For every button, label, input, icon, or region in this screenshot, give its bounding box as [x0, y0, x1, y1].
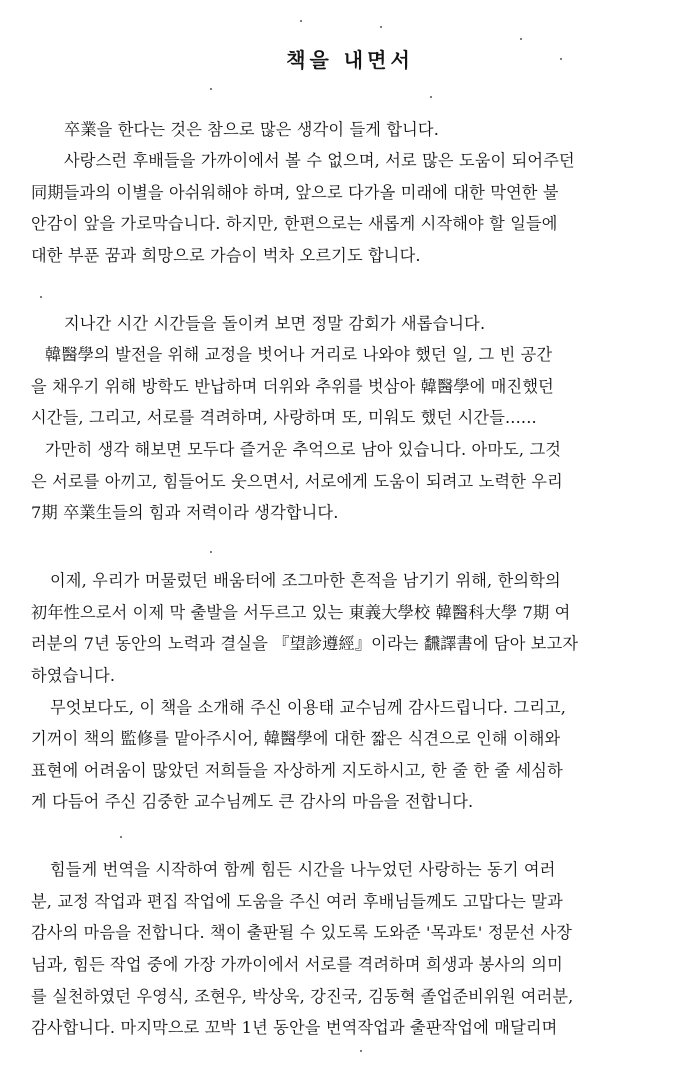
scan-speck — [430, 96, 432, 98]
scan-speck — [560, 58, 562, 60]
scan-speck — [210, 88, 212, 90]
paragraph-line: 님과, 힘든 작업 중에 가장 가까이에서 서로를 격려하며 희생과 봉사의 의미 — [31, 955, 563, 974]
scan-speck — [40, 296, 42, 298]
scan-speck — [300, 20, 302, 22]
document-title: 책을 내면서 — [286, 48, 414, 72]
paragraph-line: 게 다듬어 주신 김중한 교수님께도 큰 감사의 마음을 전합니다. — [31, 792, 474, 811]
paragraph-line: 7期 卒業生들의 힘과 저력이라 생각합니다. — [31, 503, 339, 522]
paragraph-line: 힘들게 번역을 시작하여 함께 힘든 시간을 나누었던 사랑하는 동기 여러 — [50, 860, 556, 879]
scan-speck — [210, 551, 212, 553]
scan-speck — [120, 836, 122, 838]
paragraph-line: 감사합니다. 마지막으로 꼬박 1년 동안을 번역작업과 출판작업에 매달리며 — [31, 1018, 558, 1037]
paragraph-line: 안감이 앞을 가로막습니다. 하지만, 한편으로는 새롭게 시작해야 할 일들에 — [31, 214, 558, 233]
scan-speck — [380, 26, 382, 28]
paragraph-line: 지나간 시간 시간들을 돌이켜 보면 정말 감회가 새롭습니다. — [64, 314, 486, 333]
paragraph-line: 러분의 7년 동안의 노력과 결실을 『望診遵經』이라는 飜譯書에 담아 보고자 — [31, 634, 579, 653]
paragraph-line: 가만히 생각 해보면 모두다 즐거운 추억으로 남아 있습니다. 아마도, 그것 — [45, 440, 562, 459]
paragraph-line: 初年性으로서 이제 막 출발을 서두르고 있는 東義大學校 韓醫科大學 7期 여 — [31, 603, 571, 622]
paragraph-line: 韓醫學의 발전을 위해 교정을 벗어나 거리로 나와야 했던 일, 그 빈 공간 — [45, 345, 553, 364]
paragraph-line: 분, 교정 작업과 편집 작업에 도움을 주신 여러 후배님들께도 고맙다는 말과 — [31, 892, 563, 911]
paragraph-line: 사랑스런 후배들을 가까이에서 볼 수 없으며, 서로 많은 도움이 되어주던 — [64, 151, 575, 170]
paragraph-line: 同期들과의 이별을 아쉬워해야 하며, 앞으로 다가올 미래에 대한 막연한 불 — [31, 183, 559, 202]
paragraph-line: 감사의 마음을 전합니다. 책이 출판될 수 있도록 도와준 '목과토' 정문선 사장 — [31, 923, 573, 942]
paragraph-line: 이제, 우리가 머물렀던 배움터에 조그마한 흔적을 남기기 위해, 한의학의 — [50, 571, 561, 590]
paragraph-line: 을 채우기 위해 방학도 반납하며 더위와 추위를 벗삼아 韓醫學에 매진했던 — [31, 377, 554, 396]
paragraph-line: 를 실천하였던 우영식, 조현우, 박상욱, 강진국, 김동혁 졸업준비위원 여러분, — [31, 987, 574, 1006]
paragraph-line: 무엇보다도, 이 책을 소개해 주신 이용태 교수님께 감사드립니다. 그리고, — [50, 698, 567, 717]
paragraph-line: 시간들, 그리고, 서로를 격려하며, 사랑하며 또, 미워도 했던 시간들...... — [31, 408, 537, 427]
paragraph-line: 은 서로를 아끼고, 힘들어도 웃으면서, 서로에게 도움이 되려고 노력한 우리 — [31, 472, 563, 491]
paragraph-line: 기꺼이 책의 監修를 맡아주시어, 韓醫學에 대한 짧은 식견으로 인해 이해와 — [31, 729, 561, 748]
paragraph-line: 표현에 어려움이 많았던 저희들을 자상하게 지도하시고, 한 줄 한 줄 세심하 — [31, 761, 563, 780]
paragraph-line: 卒業을 한다는 것은 참으로 많은 생각이 들게 합니다. — [64, 120, 439, 139]
scan-speck — [360, 1050, 362, 1052]
paragraph-line: 하였습니다. — [31, 666, 116, 685]
scan-speck — [520, 38, 522, 40]
paragraph-line: 대한 부푼 꿈과 희망으로 가슴이 벅차 오르기도 합니다. — [31, 246, 421, 265]
